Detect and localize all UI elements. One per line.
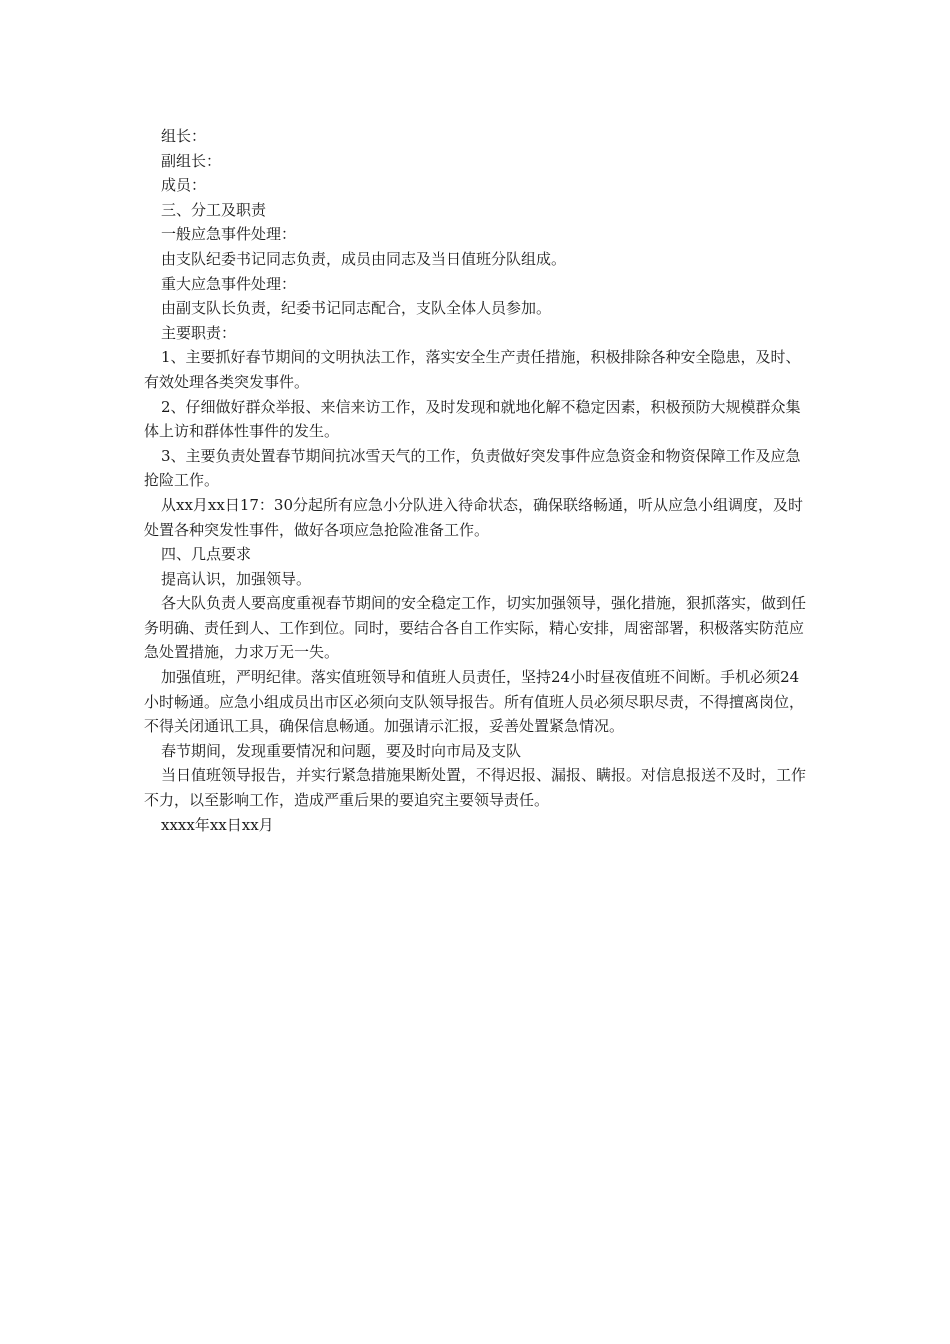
date-line: xxxx年xx日xx月 (161, 815, 274, 834)
duty-item-3: 3、主要负责处置春节期间抗冰雪天气的工作，负责做好突发事件应急资金和物资保障工作及应急抢险工作。 (144, 446, 801, 490)
general-emergency-heading: 一般应急事件处理： (161, 225, 297, 244)
document-body (144, 124, 810, 837)
requirement-2-text: 加强值班，严明纪律。落实值班领导和值班人员责任，坚持24小时昼夜值班不间断。手机必须24小时畅通。应急小组成员出市区必须向支队领导报告。所有值班人员必须尽职尽责，不得擅离岗位，不得关闭通讯工具，确保信息畅通。加强请示汇报，妥善处置紧急情况。 (144, 668, 805, 736)
requirement-1-heading: 提高认识，加强领导。 (161, 569, 312, 588)
requirement-3-text: 当日值班领导报告，并实行紧急措施果断处置，不得迟报、漏报、瞒报。对信息报送不及时，工作不力，以至影响工作，造成严重后果的要追究主要领导责任。 (144, 766, 807, 810)
duty-item-2: 2、仔细做好群众举报、来信来访工作，及时发现和就地化解不稳定因素，积极预防大规模群众集体上访和群体性事件的发生。 (144, 397, 801, 441)
members-line: 成员： (161, 176, 207, 195)
requirement-1-text: 各大队负责人要高度重视春节期间的安全稳定工作，切实加强领导，强化措施，狠抓落实，做到任务明确、责任到人、工作到位。同时，要结合各自工作实际，精心安排，周密部署，积极落实防范应急处置措施，力求万无一失。 (144, 594, 807, 662)
duty-item-1: 1、主要抓好春节期间的文明执法工作，落实安全生产责任措施，积极排除各种安全隐患，及时、有效处理各类突发事件。 (144, 348, 801, 391)
main-duties-heading: 主要职责： (161, 323, 237, 342)
section-heading-requirements: 四、几点要求 (161, 545, 252, 564)
major-emergency-text: 由副支队长负责，纪委书记同志配合，支队全体人员参加。 (161, 299, 552, 318)
major-emergency-heading: 重大应急事件处理： (161, 274, 297, 293)
section-heading-duties: 三、分工及职责 (161, 200, 267, 219)
leader-line: 组长： (161, 127, 207, 145)
deputy-leader-line: 副组长： (161, 151, 222, 170)
requirement-3-lead: 春节期间，发现重要情况和问题，要及时向市局及支队 (161, 741, 522, 760)
general-emergency-text: 由支队纪委书记同志负责，成员由同志及当日值班分队组成。 (161, 249, 567, 268)
standby-paragraph: 从xx月xx日17：30分起所有应急小分队进入待命状态，确保联络畅通，听从应急小组调度，及时处置各种突发性事件，做好各项应急抢险准备工作。 (144, 495, 804, 539)
